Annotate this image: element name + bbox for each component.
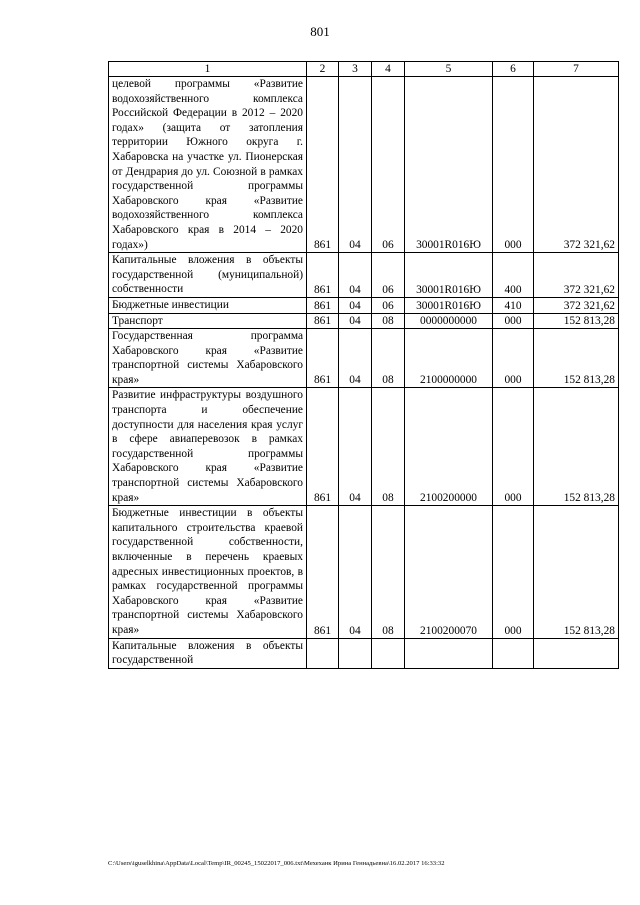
cell-target-code: 30001R016Ю: [405, 77, 493, 253]
cell-target-code: 0000000000: [405, 313, 493, 329]
table-row: [109, 638, 619, 668]
cell-expense-type: [493, 638, 534, 668]
cell-ministry: 861: [307, 77, 339, 253]
table-row: [109, 388, 619, 506]
cell-ministry: 861: [307, 388, 339, 506]
cell-ministry: 861: [307, 506, 339, 638]
cell-section: 04: [339, 297, 372, 313]
cell-section: 04: [339, 313, 372, 329]
column-header: 1: [109, 62, 307, 77]
row-name: Бюджетные инвестиции: [109, 297, 307, 313]
cell-expense-type: 000: [493, 329, 534, 388]
budget-table: [108, 61, 619, 669]
cell-section: 04: [339, 329, 372, 388]
table-row: [109, 506, 619, 638]
table-header-row: [109, 62, 619, 77]
row-name: Государственная программа Хабаровского края «Развитие транспортной системы Хабаровского края»: [109, 329, 307, 388]
table-row: [109, 297, 619, 313]
cell-expense-type: 000: [493, 313, 534, 329]
row-name: Развитие инфраструктуры воздушного транспорта и обеспечение доступности для населения края услуг в сфере авиаперевозок в рамках государственной программы Хабаровского края «Развитие транспортной системы Хабаровского края»: [109, 388, 307, 506]
column-header: 4: [372, 62, 405, 77]
column-header: 7: [534, 62, 619, 77]
row-name: целевой программы «Развитие водохозяйственного комплекса Российской Федерации в 2012 – 2020 годах» (защита от затопления территории Южного округа г. Хабаровска на участке ул. Пионерская от Дендрария до ул. Союзной в рамках государственной программы Хабаровского края «Развитие водохозяйственного комплекса Хабаровского края в 2014 – 2020 годах»): [109, 77, 307, 253]
column-header: 5: [405, 62, 493, 77]
cell-expense-type: 000: [493, 506, 534, 638]
cell-ministry: 861: [307, 329, 339, 388]
cell-ministry: 861: [307, 313, 339, 329]
cell-ministry: [307, 638, 339, 668]
cell-subsection: 06: [372, 77, 405, 253]
cell-target-code: 30001R016Ю: [405, 297, 493, 313]
cell-expense-type: 410: [493, 297, 534, 313]
cell-ministry: 861: [307, 253, 339, 298]
cell-target-code: 2100000000: [405, 329, 493, 388]
cell-subsection: 06: [372, 297, 405, 313]
file-path-footer: C:\Users\iguselkhina\AppData\Local\Temp\IR_00245_15022017_006.txt\Мехеханк Ирина Геннадьевна\16.02.2017 16:33:32: [108, 860, 445, 867]
cell-section: 04: [339, 388, 372, 506]
cell-amount: 372 321,62: [534, 77, 619, 253]
table-row: [109, 313, 619, 329]
cell-ministry: 861: [307, 297, 339, 313]
cell-expense-type: 000: [493, 388, 534, 506]
table-row: [109, 77, 619, 253]
cell-amount: 152 813,28: [534, 506, 619, 638]
cell-expense-type: 400: [493, 253, 534, 298]
cell-subsection: 08: [372, 313, 405, 329]
page-number: 801: [310, 24, 330, 39]
cell-amount: 152 813,28: [534, 329, 619, 388]
cell-subsection: 08: [372, 388, 405, 506]
table-row: [109, 329, 619, 388]
cell-expense-type: 000: [493, 77, 534, 253]
cell-subsection: 08: [372, 329, 405, 388]
cell-section: 04: [339, 253, 372, 298]
cell-subsection: 08: [372, 506, 405, 638]
cell-section: 04: [339, 77, 372, 253]
row-name: Бюджетные инвестиции в объекты капитального строительства краевой государственной собственности, включенные в перечень краевых адресных инвестиционных проектов, в рамках государственной программы Хабаровского края «Развитие транспортной системы Хабаровского края»: [109, 506, 307, 638]
cell-section: [339, 638, 372, 668]
cell-amount: [534, 638, 619, 668]
cell-amount: 152 813,28: [534, 313, 619, 329]
cell-target-code: 30001R016Ю: [405, 253, 493, 298]
cell-amount: 372 321,62: [534, 297, 619, 313]
cell-amount: 152 813,28: [534, 388, 619, 506]
column-header: 3: [339, 62, 372, 77]
cell-target-code: 2100200070: [405, 506, 493, 638]
row-name: Капитальные вложения в объекты государственной (муниципальной) собственности: [109, 253, 307, 298]
cell-target-code: 2100200000: [405, 388, 493, 506]
cell-target-code: [405, 638, 493, 668]
table-row: [109, 253, 619, 298]
cell-amount: 372 321,62: [534, 253, 619, 298]
cell-subsection: 06: [372, 253, 405, 298]
cell-section: 04: [339, 506, 372, 638]
row-name: Капитальные вложения в объекты государственной: [109, 638, 307, 668]
column-header: 2: [307, 62, 339, 77]
column-header: 6: [493, 62, 534, 77]
row-name: Транспорт: [109, 313, 307, 329]
cell-subsection: [372, 638, 405, 668]
